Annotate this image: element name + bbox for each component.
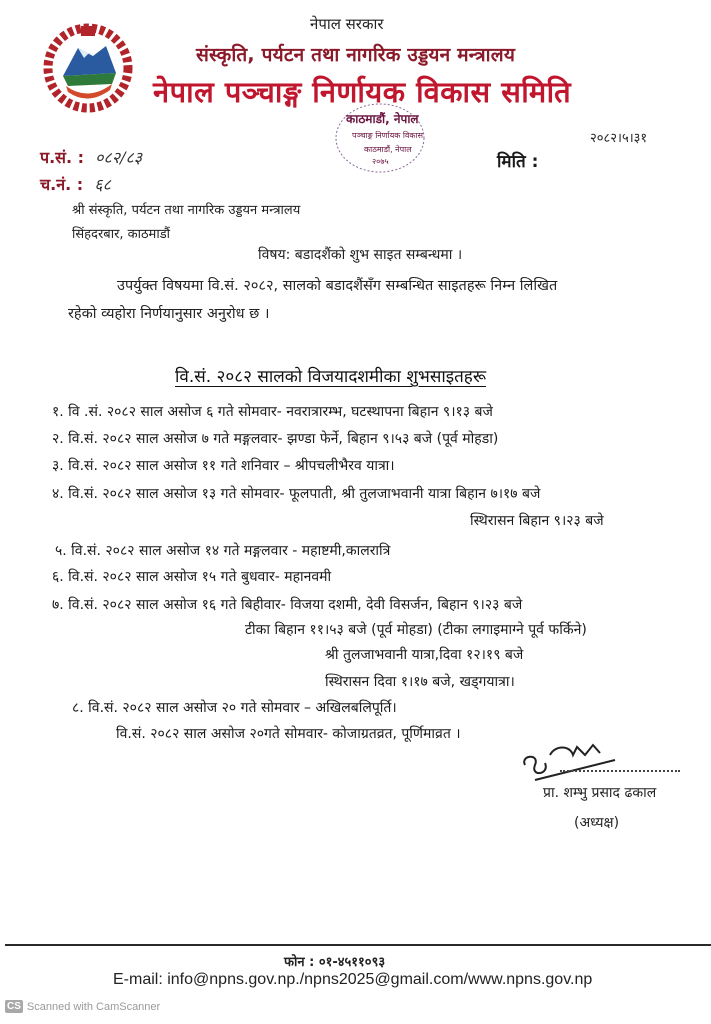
list-item: ५. वि.सं. २०८२ साल असोज १४ गते मङ्गलवार - महाष्टमी,कालरात्रि bbox=[55, 543, 391, 559]
letter-number bbox=[40, 146, 142, 168]
stamp-line1: पञ्चाङ्ग निर्णायक विकास bbox=[352, 131, 424, 140]
stamp-main-text: काठमाडौं, नेपाल bbox=[346, 112, 419, 126]
camscanner-watermark bbox=[5, 1000, 160, 1013]
list-item: ३. वि.सं. २०८२ साल असोज ११ गते शनिवार – श्रीपचलीभैरव यात्रा। bbox=[52, 458, 395, 474]
list-item: ४. वि.सं. २०८२ साल असोज १३ गते सोमवार- फूलपाती, श्री तुलजाभवानी यात्रा बिहान ७।१७ बजे bbox=[52, 486, 541, 502]
dispatch-number bbox=[40, 173, 111, 195]
list-item: ७. वि.सं. २०८२ साल असोज १६ गते बिहीवार- विजया दशमी, देवी विसर्जन, बिहान ९।२३ बजे bbox=[52, 597, 523, 613]
signature-line bbox=[560, 770, 680, 772]
committee-title: नेपाल पञ्चाङ्ग निर्णायक विकास समिति bbox=[153, 75, 572, 109]
recipient-line-1: श्री संस्कृति, पर्यटन तथा नागरिक उड्डयन मन्त्रालय bbox=[72, 203, 301, 218]
government-title: नेपाल सरकार bbox=[310, 15, 384, 33]
list-item: स्थिरासन दिवा १।१७ बजे, खड्गयात्रा। bbox=[325, 674, 515, 690]
recipient-line-2: सिंहदरबार, काठमाडौं bbox=[72, 227, 171, 242]
list-item: ८. वि.सं. २०८२ साल असोज २० गते सोमवार – अखिलबलिपूर्ति। bbox=[72, 700, 397, 716]
list-item: टीका बिहान ११।५३ बजे (पूर्व मोहडा) (टीका लगाइमाग्ने पूर्व फर्किने) bbox=[245, 622, 587, 638]
footer-email: E-mail: info@npns.gov.np./npns2025@gmail.com/www.npns.gov.np bbox=[113, 971, 593, 988]
camscanner-icon: CS bbox=[7, 1001, 21, 1012]
ps-value: ०८२/८३ bbox=[95, 148, 143, 167]
signature-icon bbox=[515, 735, 625, 785]
body-line-1: उपर्युक्त विषयमा वि.सं. २०८२, सालको बडादशैंसँग सम्बन्धित साइतहरू निम्न लिखित bbox=[117, 278, 558, 294]
handwritten-date: २०८२।५।३१ bbox=[590, 131, 648, 146]
ps-label: प.सं. : bbox=[40, 148, 85, 167]
list-item: वि.सं. २०८२ साल असोज २०गते सोमवार- कोजाग्रतव्रत, पूर्णिमाव्रत । bbox=[116, 726, 461, 742]
date-label: मिति : bbox=[497, 152, 539, 172]
list-item: स्थिरासन बिहान ९।२३ बजे bbox=[470, 513, 604, 529]
signer-role: (अध्यक्ष) bbox=[574, 815, 620, 831]
stamp-year: २०७५ bbox=[372, 157, 389, 166]
body-line-2: रहेको व्यहोरा निर्णयानुसार अनुरोध छ । bbox=[68, 306, 270, 322]
nepal-emblem-icon bbox=[38, 18, 138, 113]
list-item: ६. वि.सं. २०८२ साल असोज १५ गते बुधवार- महानवमी bbox=[52, 569, 332, 585]
watermark-text: Scanned with CamScanner bbox=[26, 1000, 161, 1013]
section-title: वि.सं. २०८२ सालको विजयादशमीका शुभसाइतहरू bbox=[175, 367, 487, 387]
list-item: श्री तुलजाभवानी यात्रा,दिवा १२।१९ बजे bbox=[325, 647, 524, 663]
list-item: १. वि .सं. २०८२ साल असोज ६ गते सोमवार- नवरात्रारम्भ, घटस्थापना बिहान ९।१३ बजे bbox=[52, 404, 493, 420]
official-stamp bbox=[330, 100, 430, 180]
footer-phone: फोन : ०१-४५११०९३ bbox=[284, 955, 386, 970]
signer-name: प्रा. शम्भु प्रसाद ढकाल bbox=[543, 785, 657, 801]
cn-value: ६८ bbox=[94, 175, 111, 194]
list-item: २. वि.सं. २०८२ साल असोज ७ गते मङ्गलवार- झण्डा फेर्ने, बिहान ९।५३ बजे (पूर्व मोहडा) bbox=[52, 431, 499, 447]
cn-label: च.नं. : bbox=[40, 175, 84, 194]
ministry-title: संस्कृति, पर्यटन तथा नागरिक उड्डयन मन्त्रालय bbox=[196, 44, 516, 66]
subject-line: विषय: बडादशैंको शुभ साइत सम्बन्धमा । bbox=[258, 247, 463, 263]
stamp-line2: काठमाडौं, नेपाल bbox=[364, 145, 412, 154]
footer-divider bbox=[5, 944, 711, 946]
